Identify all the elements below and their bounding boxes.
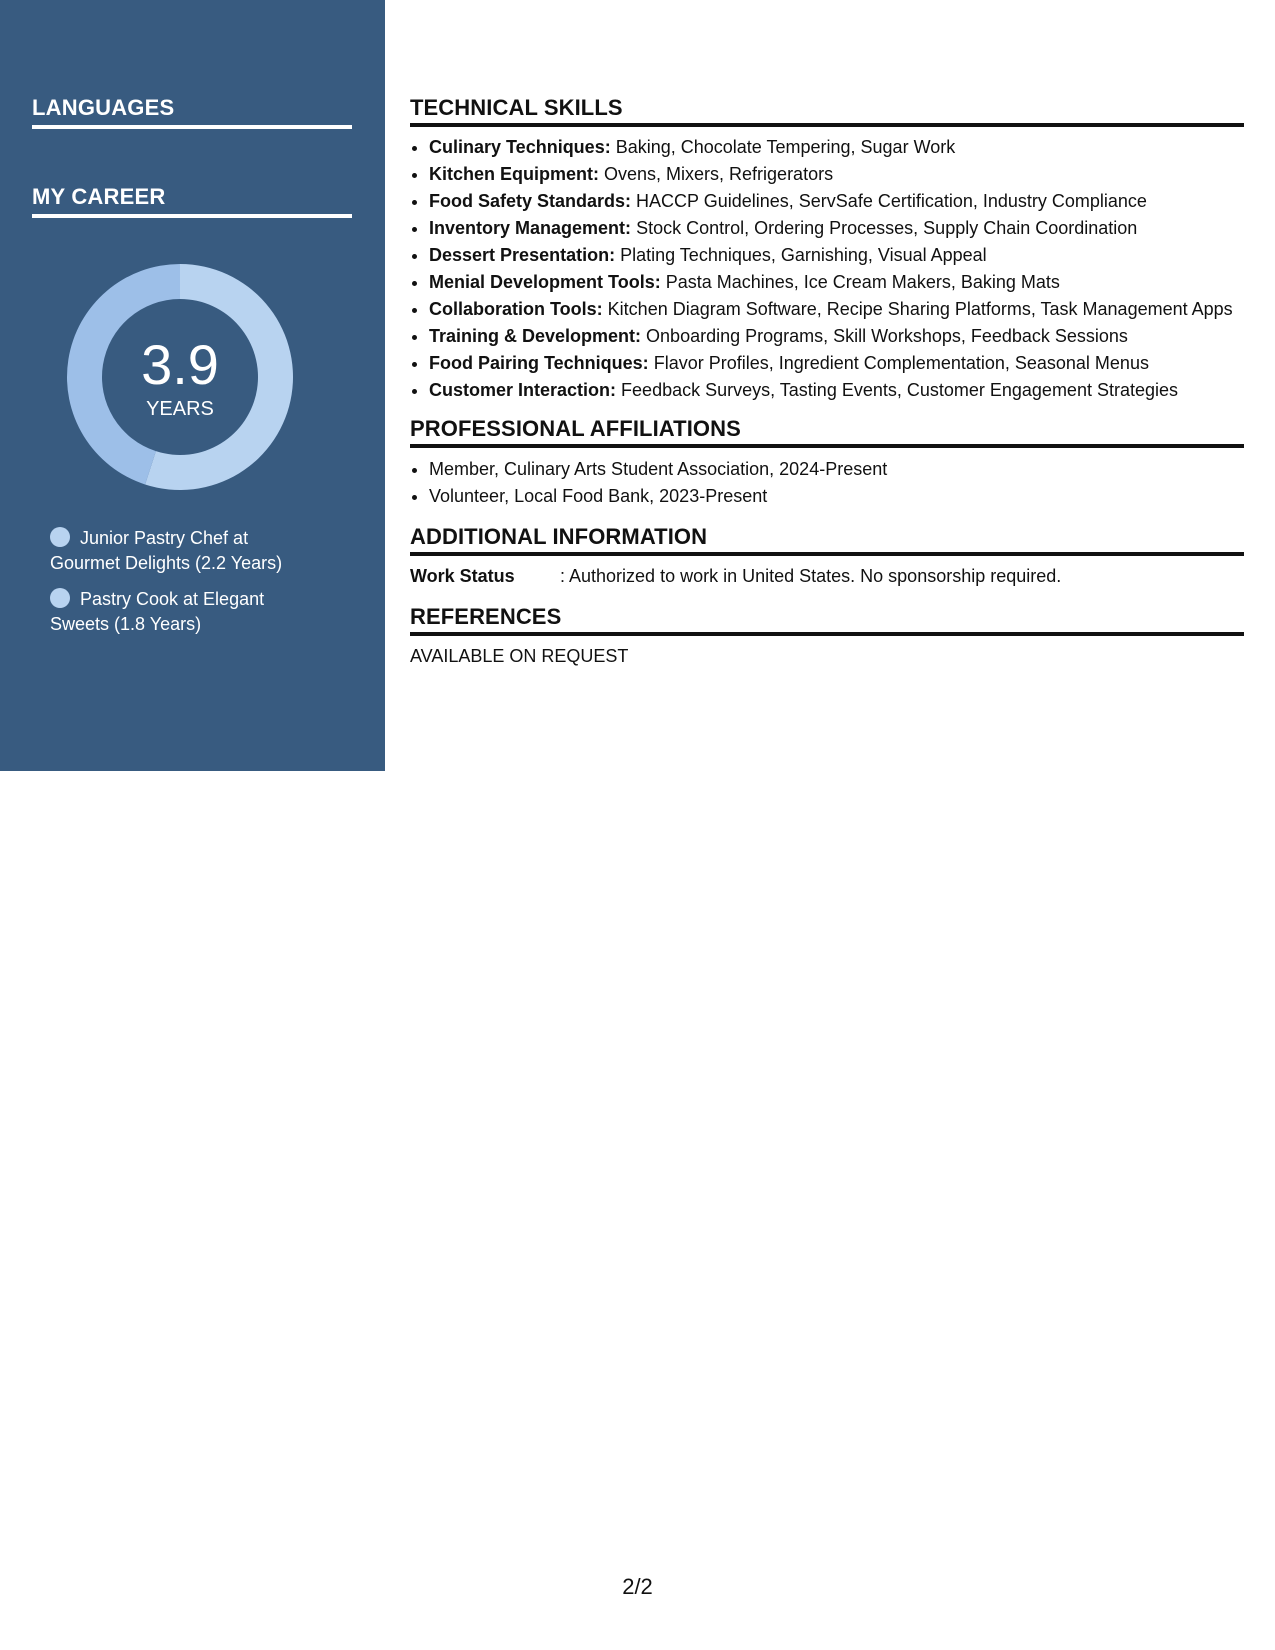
list-item (429, 270, 1244, 294)
skill-label: Kitchen Equipment: (429, 164, 599, 184)
legend-dot-icon (50, 588, 70, 608)
career-total-unit: YEARS (146, 398, 214, 420)
skill-label: Culinary Techniques: (429, 137, 611, 157)
list-item: • Volunteer, Local Food Bank, 2023-Present (429, 483, 1244, 510)
affiliations-heading: PROFESSIONAL AFFILIATIONS (410, 416, 1244, 448)
skill-label: Food Pairing Techniques: (429, 353, 649, 373)
career-legend-item (50, 526, 310, 576)
career-legend-item (50, 587, 310, 637)
references-heading: REFERENCES (410, 604, 1244, 636)
work-status-value: : Authorized to work in United States. No sponsorship required. (560, 566, 1062, 586)
list-item (429, 189, 1244, 213)
work-status-label: Work Status (410, 566, 515, 586)
skill-label: Food Safety Standards: (429, 191, 632, 211)
skill-text: Pasta Machines, Ice Cream Makers, Baking Mats (665, 272, 1060, 292)
list-item (429, 243, 1244, 267)
skill-label: Inventory Management: (429, 218, 632, 238)
career-legend-text: Junior Pastry Chef at Gourmet Delights (2.2 Years) (50, 528, 283, 573)
skill-text: Baking, Chocolate Tempering, Sugar Work (615, 137, 956, 157)
skill-label: Customer Interaction: (429, 380, 617, 400)
career-heading: MY CAREER (32, 184, 352, 218)
skill-label: Menial Development Tools: (429, 272, 661, 292)
skill-text: Onboarding Programs, Skill Workshops, Feedback Sessions (646, 326, 1128, 346)
sidebar (0, 0, 385, 771)
work-status-row (410, 564, 1244, 588)
skill-label: Collaboration Tools: (429, 299, 603, 319)
affiliations-list (410, 456, 1244, 510)
career-total-value: 3.9 (141, 333, 219, 396)
skill-text: Plating Techniques, Garnishing, Visual Appeal (620, 245, 987, 265)
legend-dot-icon (50, 527, 70, 547)
technical-skills-list (410, 135, 1244, 402)
list-item (429, 216, 1244, 240)
skill-label: Training & Development: (429, 326, 642, 346)
career-legend-text: Pastry Cook at Elegant Sweets (1.8 Years) (50, 589, 265, 634)
skill-text: Kitchen Diagram Software, Recipe Sharing Platforms, Task Management Apps (607, 299, 1233, 319)
technical-skills-heading: TECHNICAL SKILLS (410, 95, 1244, 127)
references-text: AVAILABLE ON REQUEST (410, 646, 629, 666)
list-item (429, 162, 1244, 186)
list-item: • Member, Culinary Arts Student Association, 2024-Present (429, 456, 1244, 483)
list-item (429, 378, 1244, 402)
skill-text: HACCP Guidelines, ServSafe Certification, Industry Compliance (636, 191, 1147, 211)
additional-info-heading: ADDITIONAL INFORMATION (410, 524, 1244, 556)
list-item (429, 135, 1244, 159)
skill-text: Flavor Profiles, Ingredient Complementation, Seasonal Menus (653, 353, 1149, 373)
languages-heading: LANGUAGES (32, 95, 352, 129)
list-item (429, 297, 1244, 321)
list-item (429, 324, 1244, 348)
list-item (429, 351, 1244, 375)
skill-text: Stock Control, Ordering Processes, Supply Chain Coordination (636, 218, 1138, 238)
skill-label: Dessert Presentation: (429, 245, 616, 265)
skill-text: Feedback Surveys, Tasting Events, Customer Engagement Strategies (621, 380, 1179, 400)
page-number: 2/2 (622, 1574, 653, 1599)
main-content (410, 95, 1244, 667)
skill-text: Ovens, Mixers, Refrigerators (604, 164, 834, 184)
